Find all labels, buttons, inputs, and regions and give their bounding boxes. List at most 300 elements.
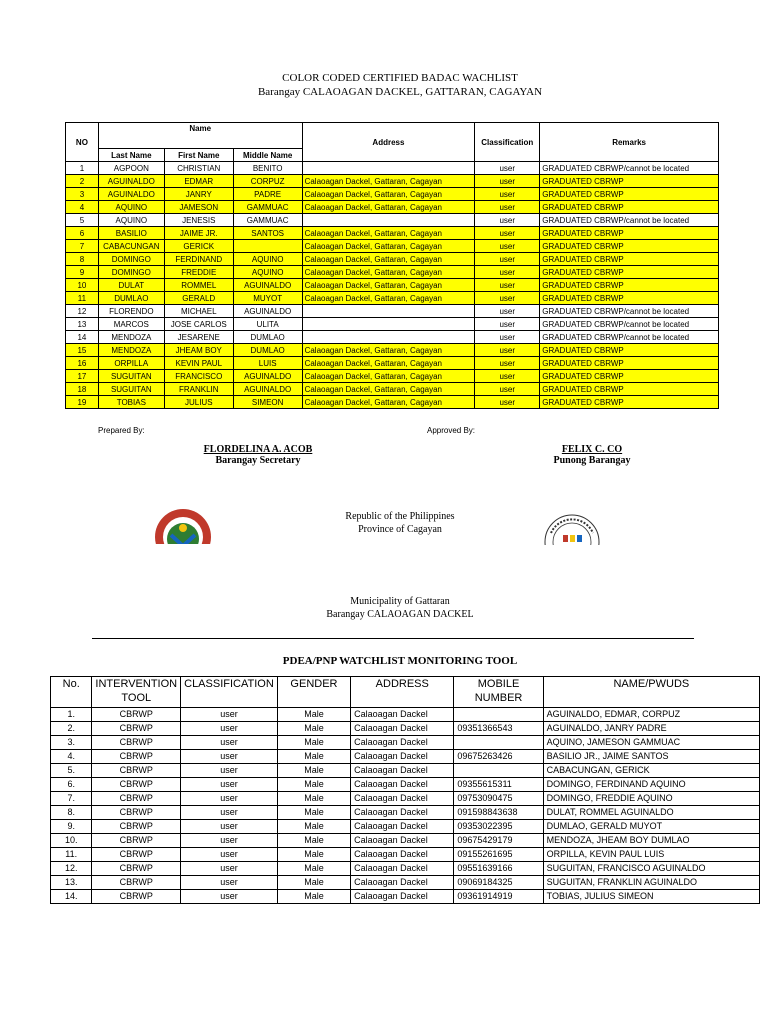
document-subtitle: Barangay CALAOAGAN DACKEL, GATTARAN, CAGAYAN [257,86,543,98]
cell-gender: Male [277,876,350,890]
cell-address: Calaoagan Dackel, Gattaran, Cagayan [302,175,475,188]
cell-middle-name: AGUINALDO [233,279,302,292]
cell-first-name: FREDDIE [164,266,233,279]
cell-no: 3 [66,188,99,201]
cell-address: Calaoagan Dackel, Gattaran, Cagayan [302,201,475,214]
cell-no: 15 [66,344,99,357]
cell-mobile-number: 09675429179 [454,834,543,848]
cell-gender: Male [277,834,350,848]
cell-classification: user [181,764,278,778]
cell-address: Calaoagan Dackel [351,862,454,876]
cell-address: Calaoagan Dackel [351,890,454,904]
cell-address: Calaoagan Dackel [351,876,454,890]
cell-address: Calaoagan Dackel, Gattaran, Cagayan [302,279,475,292]
cell-remarks: GRADUATED CBRWP [540,201,719,214]
cell-last-name: AGPOON [98,162,164,175]
table-row [66,227,719,240]
cell-last-name: AGUINALDO [98,188,164,201]
col-header-intervention-tool [92,677,181,708]
cell-last-name: DOMINGO [98,253,164,266]
col-header-classification: Classification [475,123,540,162]
cell-middle-name: AGUINALDO [233,383,302,396]
cell-no: 8. [51,806,92,820]
cell-first-name: FERDINAND [164,253,233,266]
cell-no: 10 [66,279,99,292]
cell-last-name: DULAT [98,279,164,292]
table-row [51,778,760,792]
cell-address: Calaoagan Dackel, Gattaran, Cagayan [302,266,475,279]
cell-name-pwuds: DUMLAO, GERALD MUYOT [543,820,759,834]
cell-middle-name: AGUINALDO [233,305,302,318]
cell-intervention-tool: CBRWP [92,848,181,862]
col-header-last-name: Last Name [98,149,164,162]
cell-mobile-number: 09355615311 [454,778,543,792]
cell-remarks: GRADUATED CBRWP [540,279,719,292]
cell-middle-name: DUMLAO [233,331,302,344]
prepared-by-title: Barangay Secretary [215,455,301,466]
table-row [51,834,760,848]
cell-classification: user [181,778,278,792]
cell-mobile-number: 09675263426 [454,750,543,764]
table-row [66,266,719,279]
table-row [51,708,760,722]
cell-address: Calaoagan Dackel, Gattaran, Cagayan [302,383,475,396]
cell-last-name: FLORENDO [98,305,164,318]
cell-remarks: GRADUATED CBRWP [540,227,719,240]
col-header-address: Address [302,123,475,162]
cell-address: Calaoagan Dackel [351,820,454,834]
cell-address: Calaoagan Dackel, Gattaran, Cagayan [302,396,475,409]
cell-first-name: JESARENE [164,331,233,344]
table-row [66,396,719,409]
cell-address [302,162,475,175]
badac-watchlist-table [65,122,719,409]
cell-address: Calaoagan Dackel [351,778,454,792]
cell-gender: Male [277,848,350,862]
approved-by-block [512,444,672,466]
cell-no: 7. [51,792,92,806]
cell-address: Calaoagan Dackel [351,764,454,778]
cell-no: 13. [51,876,92,890]
cell-mobile-number [454,708,543,722]
cell-first-name: JOSE CARLOS [164,318,233,331]
cell-last-name: AQUINO [98,201,164,214]
table-row [66,279,719,292]
monitoring-tool-title: PDEA/PNP WATCHLIST MONITORING TOOL [282,655,518,667]
cell-first-name: JAMESON [164,201,233,214]
prepared-by-name: FLORDELINA A. ACOB [203,444,313,455]
table-row [51,750,760,764]
cell-classification: user [475,253,540,266]
cell-no: 1 [66,162,99,175]
cell-middle-name: AQUINO [233,266,302,279]
cell-remarks: GRADUATED CBRWP/cannot be located [540,305,719,318]
table-row [51,876,760,890]
cell-last-name: SUGUITAN [98,370,164,383]
cell-first-name: JANRY [164,188,233,201]
cell-gender: Male [277,764,350,778]
cell-no: 13 [66,318,99,331]
document-title: COLOR CODED CERTIFIED BADAC WACHLIST [282,72,518,84]
col-header-gender: GENDER [277,677,350,708]
cell-name-pwuds: DULAT, ROMMEL AGUINALDO [543,806,759,820]
cell-classification: user [475,214,540,227]
cell-address [302,305,475,318]
cell-middle-name: CORPUZ [233,175,302,188]
cell-no: 10. [51,834,92,848]
cell-gender: Male [277,736,350,750]
cell-no: 14 [66,331,99,344]
cell-no: 7 [66,240,99,253]
table-row [66,175,719,188]
cell-first-name: FRANKLIN [164,383,233,396]
cell-no: 11. [51,848,92,862]
cell-remarks: GRADUATED CBRWP [540,370,719,383]
cell-address: Calaoagan Dackel, Gattaran, Cagayan [302,253,475,266]
cell-address: Calaoagan Dackel, Gattaran, Cagayan [302,357,475,370]
cell-no: 5. [51,764,92,778]
cell-mobile-number [454,764,543,778]
cell-address: Calaoagan Dackel [351,722,454,736]
cell-mobile-number: 09155261695 [454,848,543,862]
col-header-no: No. [51,677,92,708]
cell-address: Calaoagan Dackel [351,848,454,862]
table-row [66,305,719,318]
table-row [51,806,760,820]
cell-name-pwuds: DOMINGO, FERDINAND AQUINO [543,778,759,792]
cell-gender: Male [277,750,350,764]
cell-no: 9 [66,266,99,279]
cell-no: 18 [66,383,99,396]
cell-intervention-tool: CBRWP [92,876,181,890]
table-row [66,201,719,214]
col-header-no: NO [66,123,99,162]
cell-classification: user [181,806,278,820]
cell-first-name: EDMAR [164,175,233,188]
cell-address: Calaoagan Dackel [351,708,454,722]
cell-classification: user [181,862,278,876]
table-row [66,370,719,383]
cell-classification: user [475,318,540,331]
cell-middle-name: AQUINO [233,253,302,266]
cell-middle-name: ULITA [233,318,302,331]
letterhead-line-republic: Republic of the Philippines [345,511,455,522]
cell-classification: user [181,848,278,862]
col-header-middle-name: Middle Name [233,149,302,162]
cell-no: 4. [51,750,92,764]
cell-classification: user [475,175,540,188]
cell-address: Calaoagan Dackel [351,736,454,750]
cell-name-pwuds: CABACUNGAN, GERICK [543,764,759,778]
cell-no: 16 [66,357,99,370]
letterhead-republic [300,510,500,536]
cell-name-pwuds: TOBIAS, JULIUS SIMEON [543,890,759,904]
col-header-remarks: Remarks [540,123,719,162]
cell-classification: user [181,876,278,890]
header-line: INTERVENTION [95,678,178,690]
cell-classification: user [475,188,540,201]
cell-mobile-number: 09351366543 [454,722,543,736]
cell-address: Calaoagan Dackel, Gattaran, Cagayan [302,188,475,201]
cell-last-name: ORPILLA [98,357,164,370]
cell-remarks: GRADUATED CBRWP [540,292,719,305]
col-header-classification: CLASSIFICATION [181,677,278,708]
cell-remarks: GRADUATED CBRWP [540,396,719,409]
cell-gender: Male [277,708,350,722]
cell-middle-name: AGUINALDO [233,370,302,383]
cell-no: 3. [51,736,92,750]
cell-classification: user [475,305,540,318]
cell-intervention-tool: CBRWP [92,792,181,806]
cell-classification: user [475,383,540,396]
cell-first-name: MICHAEL [164,305,233,318]
cell-classification: user [181,750,278,764]
cell-name-pwuds: AGUINALDO, EDMAR, CORPUZ [543,708,759,722]
cell-classification: user [475,370,540,383]
municipal-seal-icon [154,508,212,544]
cell-first-name: GERICK [164,240,233,253]
table-row [66,188,719,201]
cell-classification: user [475,201,540,214]
prepared-by-label: Prepared By: [98,426,145,435]
cell-mobile-number [454,736,543,750]
cell-middle-name: BENITO [233,162,302,175]
table-row [66,162,719,175]
cell-intervention-tool: CBRWP [92,708,181,722]
letterhead-line-municipality: Municipality of Gattaran [350,596,450,607]
cell-address [302,331,475,344]
cell-gender: Male [277,792,350,806]
cell-classification: user [181,820,278,834]
letterhead-line-barangay: Barangay CALAOAGAN DACKEL [326,609,474,620]
cell-intervention-tool: CBRWP [92,890,181,904]
cell-intervention-tool: CBRWP [92,806,181,820]
cell-no: 12 [66,305,99,318]
cell-no: 12. [51,862,92,876]
cell-no: 2 [66,175,99,188]
table-row [51,736,760,750]
cell-classification: user [475,344,540,357]
header-line: TOOL [121,692,152,704]
cell-name-pwuds: ORPILLA, KEVIN PAUL LUIS [543,848,759,862]
cell-last-name: AGUINALDO [98,175,164,188]
cell-last-name: CABACUNGAN [98,240,164,253]
approved-by-name: FELIX C. CO [561,444,623,455]
cell-classification: user [475,266,540,279]
cell-remarks: GRADUATED CBRWP/cannot be located [540,214,719,227]
cell-name-pwuds: AQUINO, JAMESON GAMMUAC [543,736,759,750]
cell-classification: user [475,357,540,370]
cell-remarks: GRADUATED CBRWP/cannot be located [540,331,719,344]
table-row [66,240,719,253]
cell-classification: user [475,240,540,253]
divider-line [92,638,694,639]
approved-by-title: Punong Barangay [553,455,631,466]
cell-classification: user [475,227,540,240]
cell-no: 6 [66,227,99,240]
cell-classification: user [181,722,278,736]
cell-gender: Male [277,862,350,876]
cell-classification: user [181,708,278,722]
cell-first-name: JAIME JR. [164,227,233,240]
cell-last-name: MARCOS [98,318,164,331]
cell-remarks: GRADUATED CBRWP [540,175,719,188]
cell-remarks: GRADUATED CBRWP [540,383,719,396]
header-line: NUMBER [474,692,523,704]
table-row [66,292,719,305]
cell-middle-name: GAMMUAC [233,214,302,227]
cell-first-name: JENESIS [164,214,233,227]
cell-mobile-number: 09753090475 [454,792,543,806]
cell-no: 2. [51,722,92,736]
cell-last-name: AQUINO [98,214,164,227]
cell-address [302,214,475,227]
cell-remarks: GRADUATED CBRWP [540,357,719,370]
cell-last-name: DUMLAO [98,292,164,305]
approved-by-label: Approved By: [427,426,476,435]
cell-no: 14. [51,890,92,904]
cell-no: 8 [66,253,99,266]
cell-name-pwuds: AGUINALDO, JANRY PADRE [543,722,759,736]
cell-no: 1. [51,708,92,722]
cell-name-pwuds: SUGUITAN, FRANKLIN AGUINALDO [543,876,759,890]
cell-gender: Male [277,820,350,834]
table-row [51,890,760,904]
cell-no: 17 [66,370,99,383]
cell-remarks: GRADUATED CBRWP/cannot be located [540,318,719,331]
table-row [51,862,760,876]
table-row [66,253,719,266]
cell-first-name: JHEAM BOY [164,344,233,357]
table-row [51,848,760,862]
cell-mobile-number: 09353022395 [454,820,543,834]
cell-address [302,318,475,331]
cell-classification: user [475,279,540,292]
cell-middle-name: DUMLAO [233,344,302,357]
cell-address: Calaoagan Dackel [351,834,454,848]
cell-address: Calaoagan Dackel, Gattaran, Cagayan [302,292,475,305]
cell-remarks: GRADUATED CBRWP [540,266,719,279]
table-row [51,722,760,736]
cell-intervention-tool: CBRWP [92,764,181,778]
table-row [51,820,760,834]
barangay-seal-icon [543,513,601,545]
cell-intervention-tool: CBRWP [92,862,181,876]
cell-gender: Male [277,722,350,736]
cell-address: Calaoagan Dackel, Gattaran, Cagayan [302,240,475,253]
monitoring-tool-table [50,676,760,904]
cell-middle-name: MUYOT [233,292,302,305]
cell-gender: Male [277,806,350,820]
table-row [66,357,719,370]
cell-no: 4 [66,201,99,214]
cell-address: Calaoagan Dackel, Gattaran, Cagayan [302,227,475,240]
cell-no: 9. [51,820,92,834]
cell-classification: user [181,792,278,806]
cell-middle-name [233,240,302,253]
cell-mobile-number: 09069184325 [454,876,543,890]
cell-gender: Male [277,890,350,904]
cell-intervention-tool: CBRWP [92,722,181,736]
col-header-name: Name [98,123,302,149]
table-row [51,792,760,806]
cell-address: Calaoagan Dackel [351,792,454,806]
letterhead-municipality [300,595,500,621]
cell-middle-name: LUIS [233,357,302,370]
cell-remarks: GRADUATED CBRWP [540,240,719,253]
col-header-first-name: First Name [164,149,233,162]
prepared-by-block [178,444,338,466]
cell-classification: user [475,396,540,409]
cell-classification: user [181,736,278,750]
table-row [66,331,719,344]
cell-middle-name: SANTOS [233,227,302,240]
cell-last-name: SUGUITAN [98,383,164,396]
cell-no: 19 [66,396,99,409]
cell-address: Calaoagan Dackel [351,750,454,764]
cell-classification: user [181,834,278,848]
cell-intervention-tool: CBRWP [92,778,181,792]
cell-middle-name: GAMMUAC [233,201,302,214]
cell-first-name: JULIUS [164,396,233,409]
cell-remarks: GRADUATED CBRWP [540,188,719,201]
cell-first-name: CHRISTIAN [164,162,233,175]
header-line: MOBILE [477,678,520,690]
cell-last-name: TOBIAS [98,396,164,409]
cell-last-name: BASILIO [98,227,164,240]
col-header-mobile-number [454,677,543,708]
cell-mobile-number: 091598843638 [454,806,543,820]
cell-name-pwuds: SUGUITAN, FRANCISCO AGUINALDO [543,862,759,876]
cell-intervention-tool: CBRWP [92,750,181,764]
cell-name-pwuds: BASILIO JR., JAIME SANTOS [543,750,759,764]
cell-remarks: GRADUATED CBRWP/cannot be located [540,162,719,175]
cell-address: Calaoagan Dackel, Gattaran, Cagayan [302,344,475,357]
cell-first-name: KEVIN PAUL [164,357,233,370]
cell-address: Calaoagan Dackel, Gattaran, Cagayan [302,370,475,383]
cell-classification: user [475,331,540,344]
cell-gender: Male [277,778,350,792]
cell-no: 5 [66,214,99,227]
table-row [66,383,719,396]
cell-last-name: MENDOZA [98,331,164,344]
cell-last-name: MENDOZA [98,344,164,357]
cell-first-name: GERALD [164,292,233,305]
cell-no: 6. [51,778,92,792]
cell-first-name: FRANCISCO [164,370,233,383]
cell-classification: user [181,890,278,904]
table-row [66,214,719,227]
cell-intervention-tool: CBRWP [92,736,181,750]
cell-middle-name: SIMEON [233,396,302,409]
cell-mobile-number: 09361914919 [454,890,543,904]
table-row [66,318,719,331]
col-header-address: ADDRESS [351,677,454,708]
cell-intervention-tool: CBRWP [92,820,181,834]
cell-address: Calaoagan Dackel [351,806,454,820]
cell-middle-name: PADRE [233,188,302,201]
table-row [66,344,719,357]
cell-classification: user [475,162,540,175]
cell-name-pwuds: DOMINGO, FREDDIE AQUINO [543,792,759,806]
cell-mobile-number: 09551639166 [454,862,543,876]
table-row [51,764,760,778]
cell-intervention-tool: CBRWP [92,834,181,848]
cell-remarks: GRADUATED CBRWP [540,344,719,357]
cell-first-name: ROMMEL [164,279,233,292]
letterhead-line-province: Province of Cagayan [358,524,442,535]
cell-last-name: DOMINGO [98,266,164,279]
